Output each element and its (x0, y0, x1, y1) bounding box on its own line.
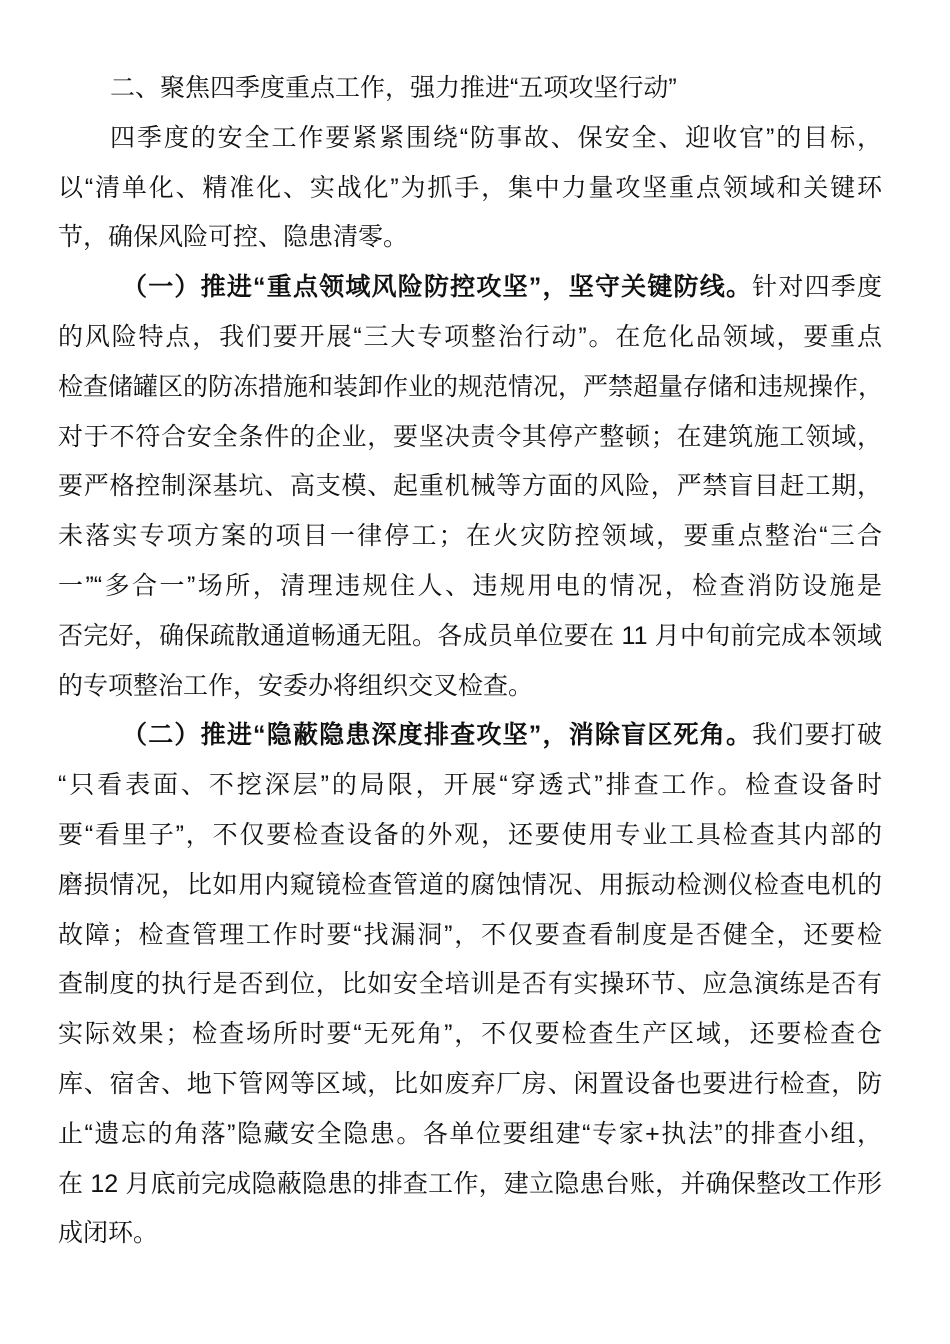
paragraph-line: 故障；检查管理工作时要“找漏洞”，不仅要查看制度是否健全，还要检 (58, 920, 882, 949)
paragraph-line: 磨损情况，比如用内窥镜检查管道的腐蚀情况、用振动检测仪检查电机的 (58, 870, 882, 899)
section1-paragraph (58, 267, 882, 715)
paragraph-line (58, 715, 882, 765)
paragraph-line: 节，确保风险可控、隐患清零。 (58, 223, 409, 252)
section-heading: 二、聚焦四季度重点工作，强力推进“五项攻坚行动” (110, 74, 677, 102)
paragraph-line: 库、宿舍、地下管网等区域，比如废弃厂房、闲置设备也要进行检查，防 (58, 1069, 882, 1098)
paragraph-line: 止“遗忘的角落”隐藏安全隐患。各单位要组建“专家+执法”的排查小组， (58, 1119, 882, 1148)
paragraph-line: 检查储罐区的防冻措施和装卸作业的规范情况，严禁超量存储和违规操作， (58, 372, 884, 401)
paragraph-line: 以“清单化、精准化、实战化”为抓手，集中力量攻坚重点领域和关键环 (58, 173, 882, 202)
paragraph-line: 查制度的执行是否到位，比如安全培训是否有实操环节、应急演练是否有 (58, 970, 882, 999)
paragraph-line: 要“看里子”，不仅要检查设备的外观，还要使用专业工具检查其内部的 (58, 820, 882, 849)
section2-title: （二）推进“隐蔽隐患深度排查攻坚”，消除盲区死角。 (122, 721, 753, 750)
paragraph-line: 的专项整治工作，安委办将组织交叉检查。 (58, 671, 534, 700)
paragraph-line: 未落实专项方案的项目一律停工；在火灾防控领域，要重点整治“三合 (58, 522, 882, 551)
paragraph-line: 否完好，确保疏散通道畅通无阻。各成员单位要在 11 月中旬前完成本领域 (58, 621, 882, 650)
paragraph-line: 在 12 月底前完成隐蔽隐患的排查工作，建立隐患台账，并确保整改工作形 (58, 1169, 882, 1198)
paragraph-line: 对于不符合安全条件的企业，要坚决责令其停产整顿；在建筑施工领域， (58, 422, 882, 451)
section2-text: 我们要打破 (752, 721, 882, 750)
paragraph-line: 实际效果；检查场所时要“无死角”，不仅要检查生产区域，还要检查仓 (58, 1020, 882, 1049)
section1-text: 针对四季度 (752, 273, 882, 302)
paragraph-line: 一”“多合一”场所，清理违规住人、违规用电的情况，检查消防设施是 (58, 571, 882, 600)
section1-title: （一）推进“重点领域风险防控攻坚”，坚守关键防线。 (122, 273, 753, 302)
section2-paragraph (58, 715, 882, 1263)
paragraph-line: 要严格控制深基坑、高支模、起重机械等方面的风险，严禁盲目赶工期， (58, 472, 882, 501)
paragraph-line (58, 267, 882, 317)
paragraph-line: 成闭环。 (58, 1219, 159, 1248)
intro-paragraph (58, 118, 882, 267)
paragraph-line: “只看表面、不挖深层”的局限，开展“穿透式”排查工作。检查设备时 (58, 771, 882, 800)
document-page (58, 68, 882, 1263)
paragraph-line: 的风险特点，我们要开展“三大专项整治行动”。在危化品领域，要重点 (58, 322, 882, 351)
paragraph-line: 四季度的安全工作要紧紧围绕“防事故、保安全、迎收官”的目标， (110, 123, 882, 152)
